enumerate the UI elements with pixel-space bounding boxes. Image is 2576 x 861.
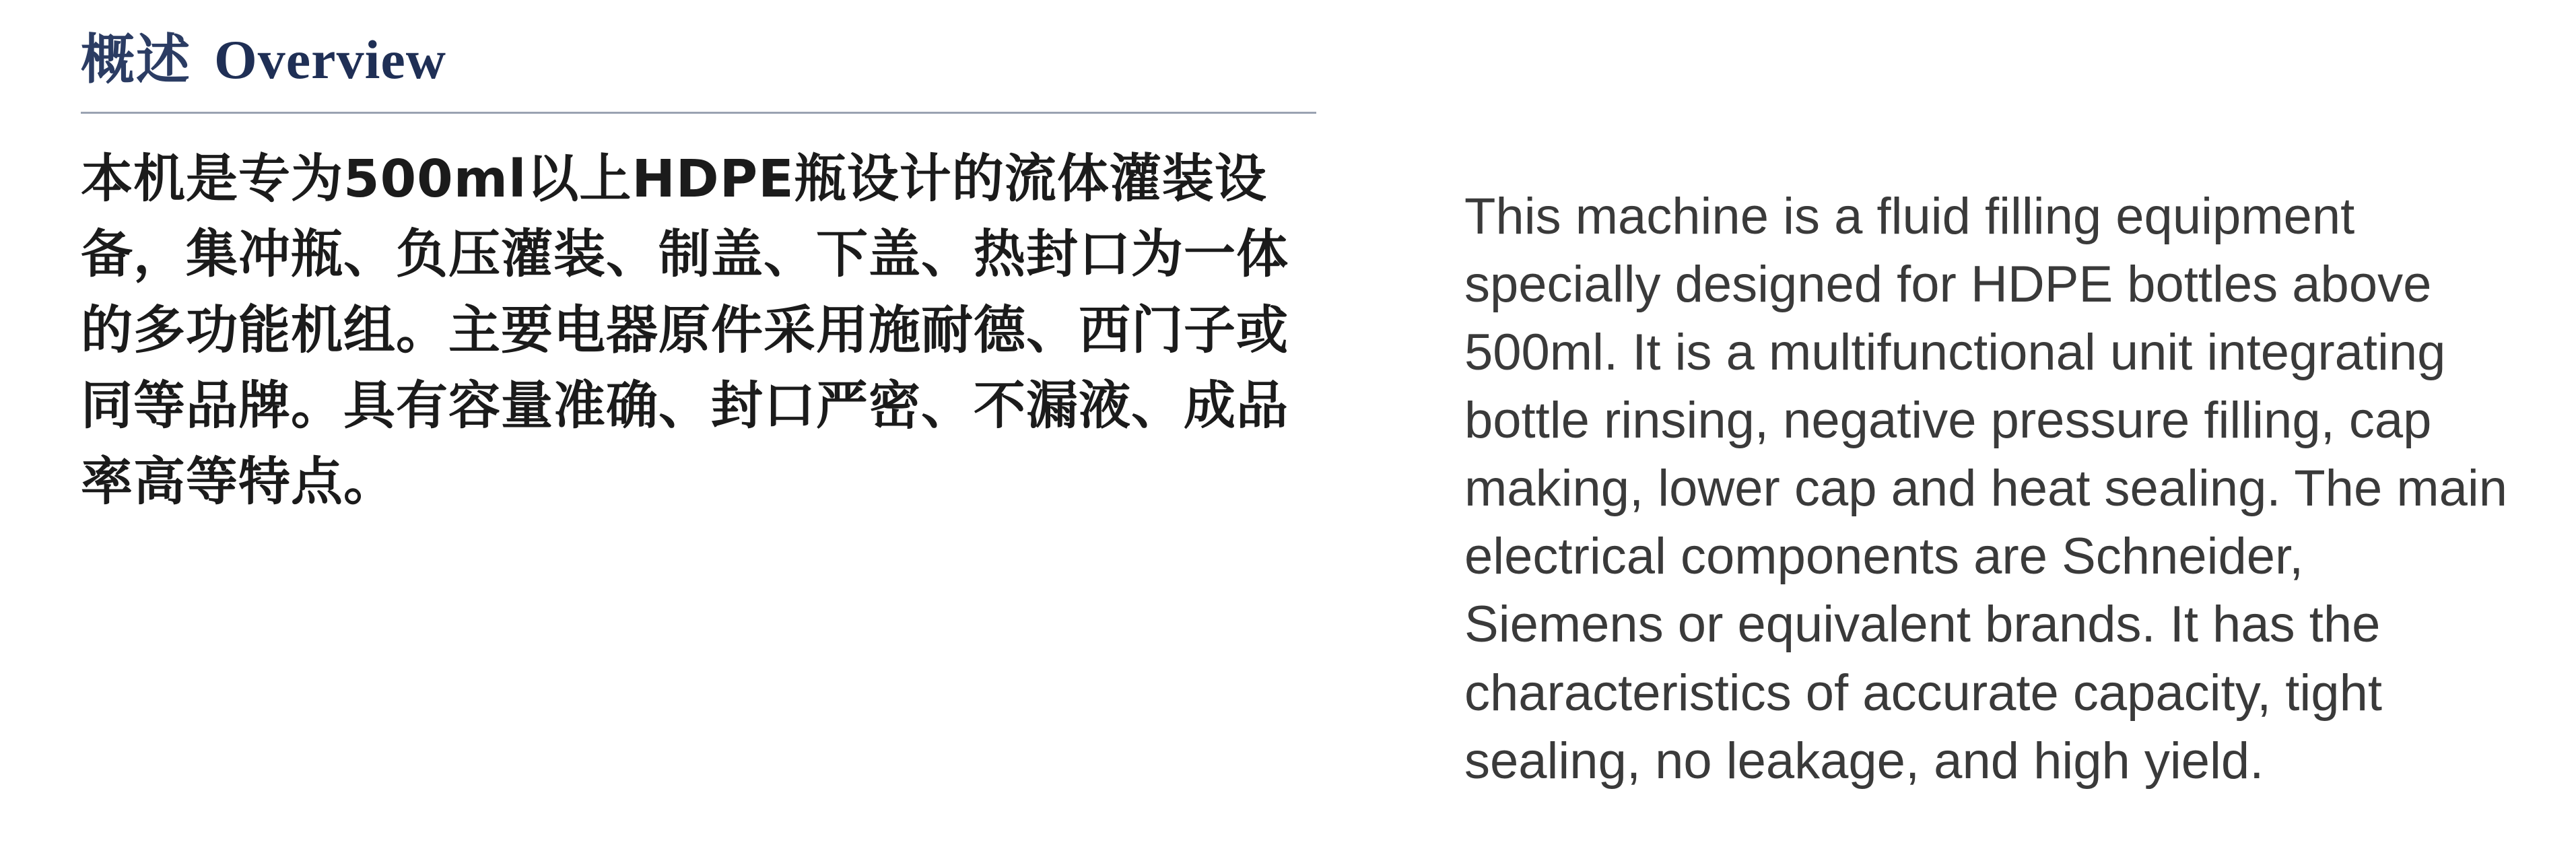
right-column — [1464, 131, 2515, 846]
section-heading-english: Overview — [214, 29, 446, 90]
left-column — [81, 28, 1320, 572]
body-paragraph-chinese: 本机是专为500ml以上HDPE瓶设计的流体灌装设备，集冲瓶、负压灌装、制盖、下盖、热封口为一体的多功能机组。主要电器原件采用施耐德、西门子或同等品牌。具有容量准确、封口严密、不漏液、成品率高等特点。 — [81, 149, 1289, 512]
body-paragraph-english: This machine is a fluid filling equipment specially designed for HDPE bottles above 500ml. It is a multifunctional unit integrating bottle rinsing, negative pressure filling, cap making, lower cap and heat sealing. The main electrical components are Schneider, Siemens or equivalent brands. It has the characteristics of accurate capacity, tight sealing, no leakage, and high yield. — [1464, 188, 2508, 790]
heading-divider — [81, 112, 1316, 114]
section-heading — [81, 28, 1320, 91]
section-heading-chinese: 概述 — [81, 28, 191, 91]
